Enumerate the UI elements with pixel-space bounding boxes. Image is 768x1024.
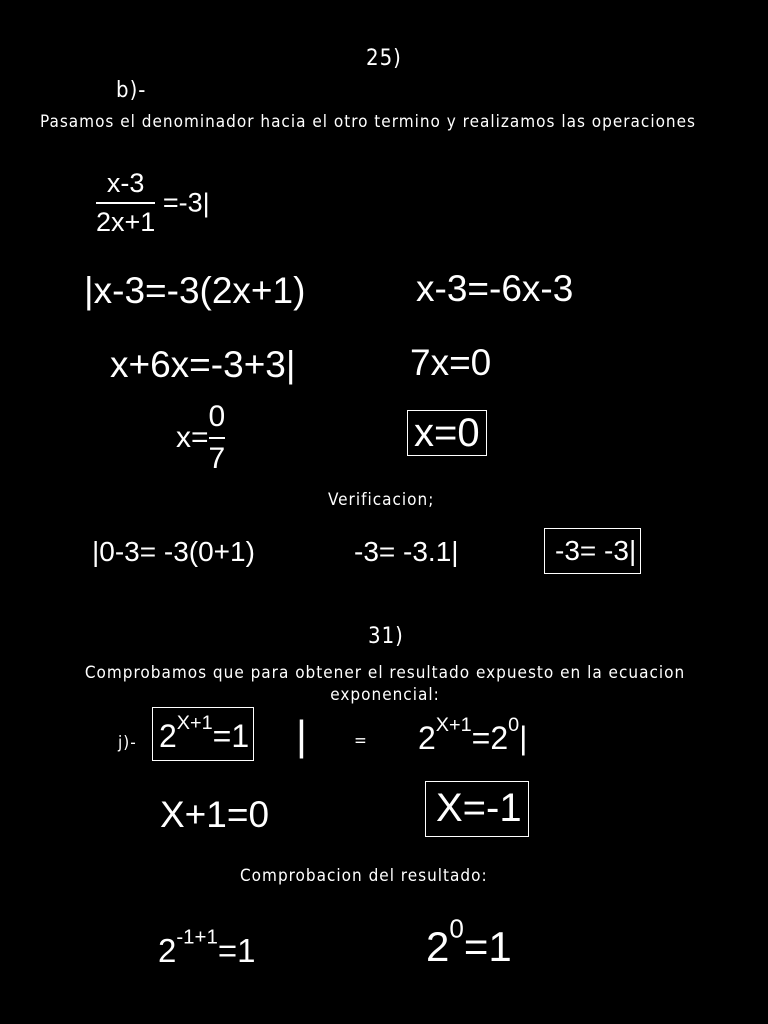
answer-25-box: x=0 [407, 410, 487, 456]
x-frac-bar [209, 437, 226, 439]
answer-31-box: X=-1 [425, 781, 529, 837]
check-power: -1+1 [176, 925, 218, 949]
x-fraction [209, 400, 226, 476]
exp-base: 2 [159, 718, 177, 754]
exp-power: X+1 [176, 712, 213, 735]
fraction-rhs: =-3 | [163, 188, 210, 218]
denominator: 2x+1 [96, 207, 156, 237]
rw-power: X+1 [435, 714, 472, 737]
rw-mid: = [471, 720, 491, 756]
check-result-base: 2 [426, 923, 450, 970]
problem-31-title: 31) [368, 624, 404, 649]
exp-rhs: =1 [212, 718, 250, 754]
exp-rewritten [418, 714, 528, 756]
exp-equation-box [152, 707, 254, 761]
verification-evaluate: -3= -3.1 | [354, 538, 459, 566]
instruction-31: Comprobamos que para obtener el resultado expuesto en la ecuacion exponencial: [84, 663, 686, 705]
fraction-bar [96, 202, 155, 204]
equals-sign: = [354, 731, 368, 751]
exponent-equation: X+1=0 [160, 794, 270, 835]
problem-25-title: 25) [366, 46, 402, 71]
step-expand-text: x-3=-3(2x+1) [93, 270, 306, 311]
rw-base2: 2 [490, 720, 509, 756]
fraction-equation [96, 168, 210, 238]
rw-base: 2 [418, 720, 436, 756]
x-frac-den: 7 [208, 442, 226, 475]
verification-substitution-text: 0-3= -3(0+1) [99, 536, 255, 567]
check-result-power: 0 [449, 913, 464, 944]
rw-power2: 0 [508, 714, 520, 737]
verification-result-box: -3= -3 | [544, 528, 641, 574]
check-equation [158, 925, 256, 969]
check-rhs: =1 [217, 932, 256, 969]
check-result-rhs: =1 [463, 923, 512, 970]
check-label: Comprobacion del resultado: [240, 866, 488, 886]
instruction-25: Pasamos el denominador hacia el otro termino y realizamos las operaciones [40, 112, 697, 132]
part-j-label: j)- [118, 733, 137, 753]
x-lhs: x= [176, 421, 209, 454]
numerator: x-3 [106, 168, 145, 198]
verification-substitution: |0-3= -3(0+1) [92, 536, 255, 567]
check-result [426, 913, 512, 970]
step-combined: 7x=0 [410, 342, 492, 383]
check-base: 2 [158, 932, 177, 969]
step-x-fraction [176, 400, 225, 476]
cursor-mark: | [296, 712, 307, 759]
verification-label: Verificacion; [328, 490, 435, 510]
part-b-label: b)- [116, 78, 147, 103]
step-collect: x+6x=-3+3 | [110, 346, 296, 383]
fraction [96, 168, 155, 238]
rw-cursor: | [519, 720, 528, 756]
step-expand: |x-3=-3(2x+1) [84, 270, 306, 311]
step-simplified: x-3=-6x-3 [416, 268, 574, 309]
x-frac-num: 0 [208, 400, 226, 433]
